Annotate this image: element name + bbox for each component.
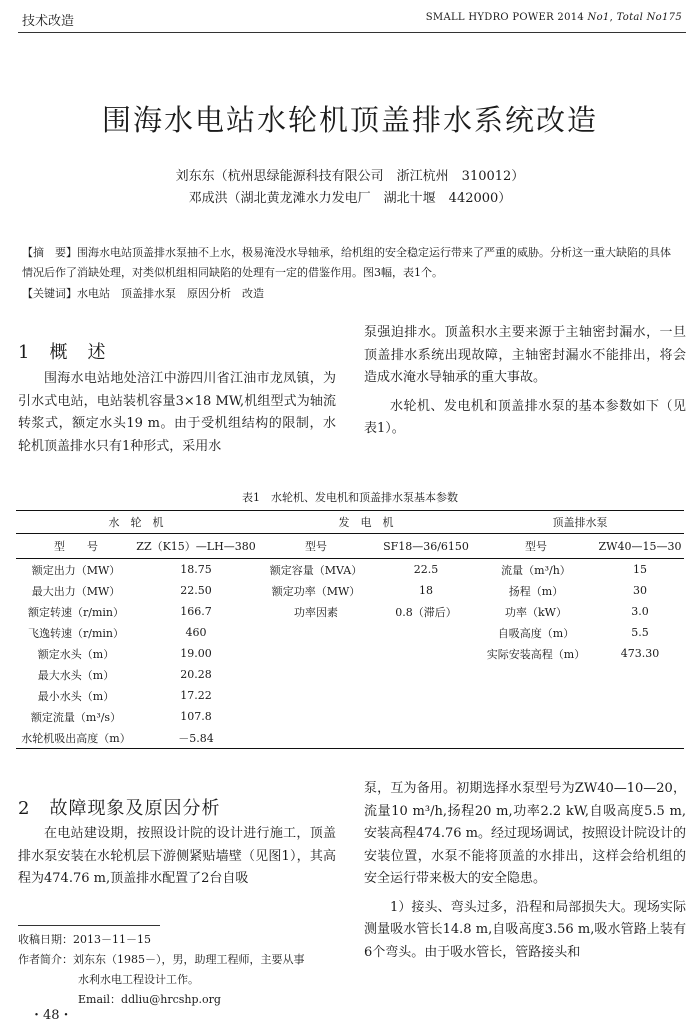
cell: 型 号 bbox=[16, 534, 136, 559]
table-cell bbox=[476, 664, 596, 685]
table-cell bbox=[376, 706, 476, 727]
abstract-label: 【摘 要】 bbox=[22, 246, 77, 259]
table-cell: 18 bbox=[419, 584, 433, 597]
table-cell bbox=[256, 622, 376, 643]
table-row bbox=[16, 685, 684, 706]
cell: 型号 bbox=[476, 534, 596, 559]
parameter-table bbox=[16, 510, 684, 749]
cell: ZW40—15—30 bbox=[596, 534, 684, 559]
table-cell: 15 bbox=[633, 563, 647, 576]
footnote-rule bbox=[18, 925, 160, 926]
author-bio-continued: 水利水电工程设计工作。 bbox=[78, 973, 199, 986]
keywords-text: 水电站 顶盖排水泵 原因分析 改造 bbox=[77, 287, 264, 300]
table-cell bbox=[376, 622, 476, 643]
table-cell: 实际安装高程（m） bbox=[486, 647, 586, 661]
table-row bbox=[16, 664, 684, 685]
section-1-right-column bbox=[364, 322, 686, 441]
table-cell: 0.8（滞后） bbox=[395, 605, 457, 619]
section-2-left-column bbox=[18, 823, 336, 891]
abstract-text: 围海水电站顶盖排水泵抽不上水，极易淹没水导轴承，给机组的安全稳定运行带来了严重的威胁。分析这一重大缺陷的具体情况后作了消缺处理，对类似机组相同缺陷的处理有一定的借鉴作用。图3幅，表1个。 bbox=[22, 246, 671, 279]
paragraph: 1）接头、弯头过多，沿程和局部损失大。现场实际测量吸水管长14.8 m,自吸高度3.56 m,吸水管路上装有6个弯头。由于吸水管长，管路接头和 bbox=[364, 899, 686, 960]
table-cell bbox=[596, 727, 684, 749]
paragraph: 泵，互为备用。初期选择水泵型号为ZW40—10—20，流量10 m³/h,扬程20 m,功率2.2 kW,自吸高度5.5 m,安装高程474.76 m。经过现场调试，按照设计院设计的安装位置，水泵不能将顶盖的水排出，这样会给机组的安全运行带来极大的安全隐患。 bbox=[364, 781, 686, 886]
table-cell bbox=[256, 664, 376, 685]
table-row bbox=[16, 727, 684, 749]
table-cell: 20.28 bbox=[180, 668, 212, 681]
table-cell: 最大出力（MW） bbox=[31, 584, 121, 598]
group-pump: 顶盖排水泵 bbox=[476, 511, 684, 534]
table-row bbox=[16, 580, 684, 601]
table-cell: 流量（m³/h） bbox=[501, 563, 571, 577]
table-cell: 功率（kW） bbox=[505, 605, 567, 619]
table-cell: 额定出力（MW） bbox=[31, 563, 121, 577]
table-cell bbox=[256, 643, 376, 664]
table-cell: 19.00 bbox=[180, 647, 212, 660]
table-cell: 飞逸转速（r/min） bbox=[28, 626, 124, 640]
paragraph: 泵强迫排水。顶盖积水主要来源于主轴密封漏水，一旦顶盖排水系统出现故障，主轴密封漏水不能排出，将会造成水淹水导轴承的重大事故。 bbox=[364, 325, 686, 385]
keywords bbox=[22, 285, 264, 301]
cell: 型号 bbox=[256, 534, 376, 559]
journal-info: SMALL HYDRO POWER 2014 No1, Total No175 bbox=[425, 12, 682, 23]
table-cell: 473.30 bbox=[620, 647, 660, 660]
cell: ZZ（K15）—LH—380 bbox=[136, 534, 256, 559]
table-cell: 额定功率（MW） bbox=[271, 584, 361, 598]
group-turbine: 水 轮 机 bbox=[16, 511, 256, 534]
paragraph: 在电站建设期，按照设计院的设计进行施工，顶盖排水泵安装在水轮机层下游侧紧贴墙壁（见图1），其高程为474.76 m,顶盖排水配置了2台自吸 bbox=[18, 826, 336, 886]
table-cell: 功率因素 bbox=[294, 605, 338, 619]
table-cell: 30 bbox=[633, 584, 647, 597]
table-cell bbox=[376, 727, 476, 749]
table-cell: 最大水头（m） bbox=[37, 668, 115, 682]
table-cell: 5.5 bbox=[631, 626, 649, 639]
table-cell: 扬程（m） bbox=[508, 584, 564, 598]
received-date: 收稿日期：2013－11－15 bbox=[18, 933, 151, 946]
table-cell bbox=[376, 664, 476, 685]
keywords-label: 【关键词】 bbox=[22, 287, 77, 300]
section-2-right-column bbox=[364, 778, 686, 964]
table-cell: 额定转速（r/min） bbox=[28, 605, 124, 619]
journal-name: SMALL HYDRO POWER 2014 bbox=[425, 12, 585, 23]
table-cell: 3.0 bbox=[631, 605, 649, 618]
table-cell bbox=[596, 664, 684, 685]
table-row bbox=[16, 622, 684, 643]
page-number: ・48・ bbox=[30, 1008, 73, 1023]
issue-number: No1 bbox=[587, 12, 610, 23]
table-cell: 额定水头（m） bbox=[37, 647, 115, 661]
table-cell bbox=[596, 706, 684, 727]
table-cell bbox=[256, 727, 376, 749]
table-cell bbox=[476, 706, 596, 727]
author-bio: 作者简介：刘东东（1985－），男，助理工程师，主要从事 bbox=[18, 953, 305, 966]
author-line-1: 刘东东（杭州思绿能源科技有限公司 浙江杭州 310012） bbox=[175, 169, 525, 184]
table-row bbox=[16, 706, 684, 727]
table-cell bbox=[256, 706, 376, 727]
section-label: 技术改造 bbox=[22, 14, 75, 29]
abstract bbox=[22, 243, 680, 283]
table-cell: 460 bbox=[185, 626, 207, 639]
cell: SF18—36/6150 bbox=[376, 534, 476, 559]
table-row bbox=[16, 601, 684, 622]
table-cell: 22.50 bbox=[180, 584, 212, 597]
table-cell: 最小水头（m） bbox=[37, 689, 115, 703]
table-row bbox=[16, 643, 684, 664]
author-line-2: 邓成洪（湖北黄龙滩水力发电厂 湖北十堰 442000） bbox=[188, 191, 512, 206]
table-cell: 17.22 bbox=[180, 689, 212, 702]
table-cell: 额定容量（MVA） bbox=[269, 563, 363, 577]
paragraph: 围海水电站地处涪江中游四川省江油市龙凤镇，为引水式电站，电站装机容量3×18 MW,机组型式为轴流转浆式，额定水头19 m。由于受机组结构的限制，水轮机顶盖排水只有1种形式，采用水 bbox=[18, 371, 336, 454]
table-cell: 166.7 bbox=[180, 605, 212, 618]
table-cell bbox=[376, 643, 476, 664]
section-2-heading: 2 故障现象及原因分析 bbox=[18, 798, 221, 819]
section-1-heading: 1 概 述 bbox=[18, 342, 107, 363]
table-cell: 18.75 bbox=[180, 563, 212, 576]
table-cell bbox=[476, 685, 596, 706]
table-group-header bbox=[16, 511, 684, 534]
author-email: Email：ddliu@hrcshp.org bbox=[78, 993, 221, 1006]
table-cell: 107.8 bbox=[180, 710, 212, 723]
table-row bbox=[16, 559, 684, 581]
table-cell bbox=[256, 685, 376, 706]
group-generator: 发 电 机 bbox=[256, 511, 476, 534]
section-1-left-column bbox=[18, 368, 336, 458]
table-cell bbox=[476, 727, 596, 749]
table-cell bbox=[596, 685, 684, 706]
table-cell: 额定流量（m³/s） bbox=[30, 710, 122, 724]
paragraph: 水轮机、发电机和顶盖排水泵的基本参数如下（见表1）。 bbox=[364, 398, 686, 436]
table-cell bbox=[376, 685, 476, 706]
header-rule bbox=[18, 32, 686, 33]
table-cell: 水轮机吸出高度（m） bbox=[16, 727, 136, 749]
table-cell: －5.84 bbox=[136, 727, 256, 749]
table-caption: 表1 水轮机、发电机和顶盖排水泵基本参数 bbox=[242, 491, 458, 504]
total-number: Total No175 bbox=[616, 12, 682, 23]
table-subheader bbox=[16, 534, 684, 559]
table-cell: 22.5 bbox=[413, 563, 439, 576]
article-title: 围海水电站水轮机顶盖排水系统改造 bbox=[101, 103, 598, 137]
table-cell: 自吸高度（m） bbox=[497, 626, 575, 640]
